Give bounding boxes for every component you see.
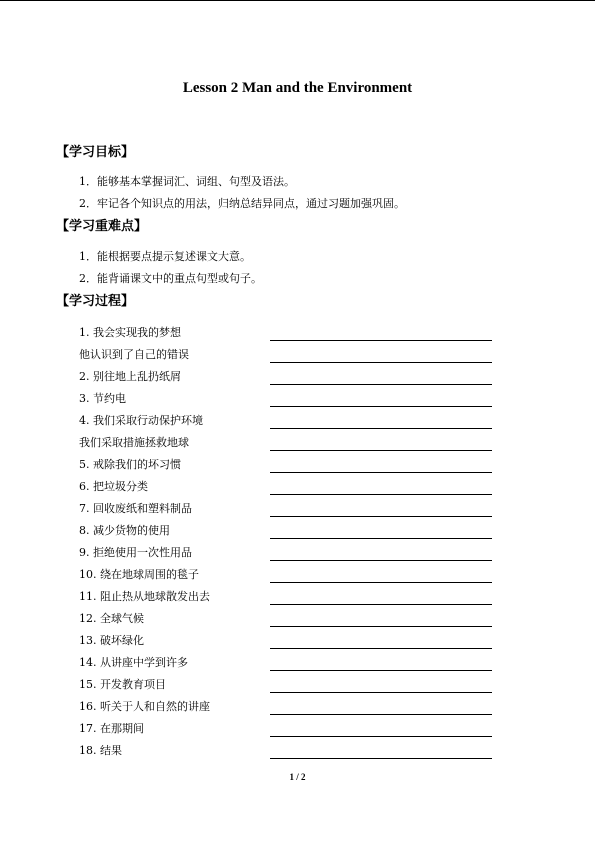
document-title: Lesson 2 Man and the Environment — [182, 80, 413, 96]
exercise-prompt: 16. 听关于人和自然的讲座 — [79, 700, 210, 713]
exercise-row — [79, 501, 492, 519]
exercise-prompt: 7. 回收废纸和塑料制品 — [79, 502, 192, 515]
exercise-row — [79, 699, 492, 717]
answer-blank[interactable] — [270, 582, 492, 583]
exercise-row — [79, 633, 492, 651]
exercise-row — [79, 611, 492, 629]
page-number: 1 / 2 — [289, 772, 306, 782]
exercise-row — [79, 435, 492, 453]
answer-blank[interactable] — [270, 670, 492, 671]
exercise-prompt: 8. 减少货物的使用 — [79, 524, 170, 537]
exercise-row — [79, 457, 492, 475]
exercise-prompt: 18. 结果 — [79, 744, 122, 757]
exercise-prompt: 5. 戒除我们的坏习惯 — [79, 458, 181, 471]
exercise-row — [79, 567, 492, 585]
exercise-row — [79, 655, 492, 673]
exercise-row — [79, 721, 492, 739]
exercise-row — [79, 677, 492, 695]
answer-blank[interactable] — [270, 560, 492, 561]
answer-blank[interactable] — [270, 516, 492, 517]
exercise-prompt: 6. 把垃圾分类 — [79, 480, 148, 493]
exercise-prompt: 17. 在那期间 — [79, 722, 144, 735]
answer-blank[interactable] — [270, 758, 492, 759]
answer-blank[interactable] — [270, 736, 492, 737]
answer-blank[interactable] — [270, 692, 492, 693]
exercise-row — [79, 413, 492, 431]
answer-blank[interactable] — [270, 538, 492, 539]
exercise-row — [79, 479, 492, 497]
exercise-row — [79, 589, 492, 607]
key-point-item-1: 1．能根据要点提示复述课文大意。 — [79, 250, 251, 263]
exercise-prompt: 14. 从讲座中学到许多 — [79, 656, 188, 669]
exercise-row — [79, 743, 492, 761]
exercise-prompt: 4. 我们采取行动保护环境 — [79, 414, 203, 427]
answer-blank[interactable] — [270, 648, 492, 649]
answer-blank[interactable] — [270, 406, 492, 407]
objective-item-2: 2．牢记各个知识点的用法，归纳总结异同点，通过习题加强巩固。 — [79, 197, 405, 210]
objective-item-1: 1．能够基本掌握词汇、词组、句型及语法。 — [79, 175, 295, 188]
answer-blank[interactable] — [270, 428, 492, 429]
answer-blank[interactable] — [270, 714, 492, 715]
exercise-prompt: 他认识到了自己的错误 — [79, 348, 189, 361]
exercise-prompt: 我们采取措施拯救地球 — [79, 436, 189, 449]
exercise-prompt: 12. 全球气候 — [79, 612, 144, 625]
exercise-row — [79, 347, 492, 365]
exercise-row — [79, 391, 492, 409]
answer-blank[interactable] — [270, 340, 492, 341]
top-rule — [0, 0, 595, 1]
answer-blank[interactable] — [270, 604, 492, 605]
exercise-prompt: 13. 破坏绿化 — [79, 634, 144, 647]
section-heading-process: 【学习过程】 — [56, 294, 135, 309]
exercise-prompt: 9. 拒绝使用一次性用品 — [79, 546, 192, 559]
answer-blank[interactable] — [270, 450, 492, 451]
answer-blank[interactable] — [270, 626, 492, 627]
section-heading-key-points: 【学习重难点】 — [56, 219, 148, 234]
section-heading-objectives: 【学习目标】 — [56, 145, 135, 160]
exercise-row — [79, 369, 492, 387]
exercise-prompt: 15. 开发教育项目 — [79, 678, 166, 691]
answer-blank[interactable] — [270, 362, 492, 363]
exercise-row — [79, 325, 492, 343]
answer-blank[interactable] — [270, 472, 492, 473]
exercise-prompt: 10. 绕在地球周围的毯子 — [79, 568, 199, 581]
answer-blank[interactable] — [270, 494, 492, 495]
exercise-row — [79, 523, 492, 541]
exercise-prompt: 11. 阻止热从地球散发出去 — [79, 590, 210, 603]
key-point-item-2: 2．能背诵课文中的重点句型或句子。 — [79, 272, 262, 285]
exercise-row — [79, 545, 492, 563]
answer-blank[interactable] — [270, 384, 492, 385]
exercise-prompt: 1. 我会实现我的梦想 — [79, 326, 181, 339]
exercise-prompt: 2. 别往地上乱扔纸屑 — [79, 370, 181, 383]
exercise-prompt: 3. 节约电 — [79, 392, 126, 405]
